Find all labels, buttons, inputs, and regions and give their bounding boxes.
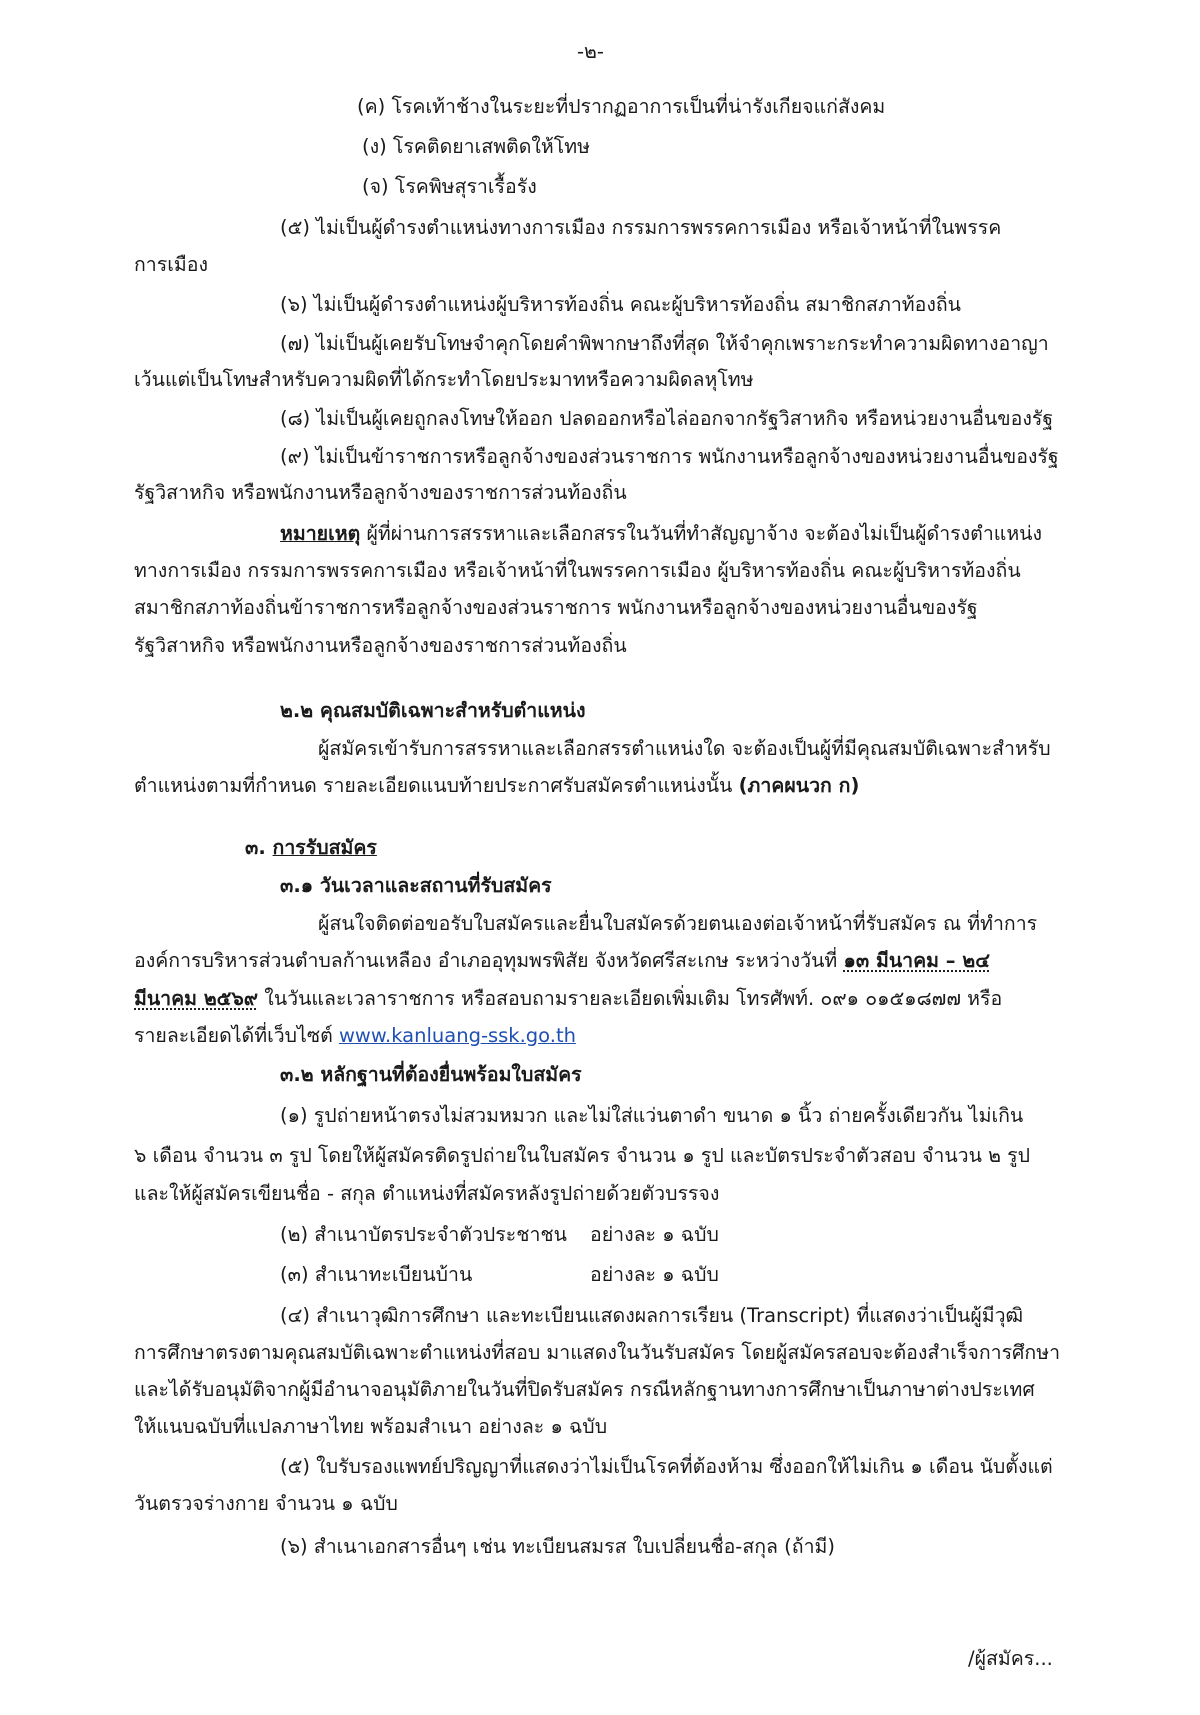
text-line: และให้ผู้สมัครเขียนชื่อ - สกุล ตำแหน่งที่สมัครหลังรูปถ่ายด้วยตัวบรรจง bbox=[134, 1182, 720, 1205]
section-heading-3 bbox=[245, 834, 377, 862]
text-line: (จ) โรคพิษสุราเรื้อรัง bbox=[362, 175, 537, 198]
text-line bbox=[280, 1221, 719, 1249]
remark-text: ผู้ที่ผ่านการสรรหาและเลือกสรรในวันที่ทำสัญญาจ้าง จะต้องไม่เป็นผู้ดำรงตำแหน่ง bbox=[360, 522, 1043, 545]
text-line bbox=[134, 1022, 576, 1050]
section-heading-2-2: ๒.๒ คุณสมบัติเฉพาะสำหรับตำแหน่ง bbox=[280, 699, 586, 722]
text-line: ผู้สมัครเข้ารับการสรรหาและเลือกสรรตำแหน่งใด จะต้องเป็นผู้ที่มีคุณสมบัติเฉพาะสำหรับ bbox=[318, 737, 1051, 760]
doc-qty: อย่างละ ๑ ฉบับ bbox=[590, 1223, 719, 1246]
remark-line bbox=[280, 520, 1042, 548]
continuation-footer: /ผู้สมัคร... bbox=[968, 1647, 1053, 1670]
text-line: เว้นแต่เป็นโทษสำหรับความผิดที่ได้กระทำโดยประมาทหรือความผิดลหุโทษ bbox=[134, 368, 754, 391]
text-line bbox=[280, 1261, 719, 1289]
text-line: (๙) ไม่เป็นข้าราชการหรือลูกจ้างของส่วนราชการ พนักงานหรือลูกจ้างของหน่วยงานอื่นของรัฐ bbox=[280, 445, 1059, 468]
text-line: (๘) ไม่เป็นผู้เคยถูกลงโทษให้ออก ปลดออกหรือไล่ออกจากรัฐวิสาหกิจ หรือหน่วยงานอื่นของรัฐ bbox=[280, 407, 1054, 430]
text-line: (ง) โรคติดยาเสพติดให้โทษ bbox=[362, 135, 590, 158]
text-segment: องค์การบริหารส่วนตำบลก้านเหลือง อำเภออุทุมพรพิสัย จังหวัดศรีสะเกษ ระหว่างวันที่ bbox=[134, 949, 844, 972]
text-line: (๕) ใบรับรองแพทย์ปริญญาที่แสดงว่าไม่เป็นโรคที่ต้องห้าม ซึ่งออกให้ไม่เกิน ๑ เดือน นับตั้งแต่ bbox=[280, 1455, 1053, 1478]
text-line: การเมือง bbox=[134, 253, 208, 276]
section-heading-3-1: ๓.๑ วันเวลาและสถานที่รับสมัคร bbox=[280, 874, 552, 897]
section-heading-3-2: ๓.๒ หลักฐานที่ต้องยื่นพร้อมใบสมัคร bbox=[280, 1063, 582, 1086]
appendix-ref: (ภาคผนวก ก) bbox=[738, 774, 860, 797]
text-segment: รายละเอียดได้ที่เว็บไซต์ bbox=[134, 1024, 339, 1047]
text-line: รัฐวิสาหกิจ หรือพนักงานหรือลูกจ้างของราชการส่วนท้องถิ่น bbox=[134, 634, 627, 657]
text-line bbox=[134, 772, 859, 800]
text-segment: ตำแหน่งตามที่กำหนด รายละเอียดแนบท้ายประกาศรับสมัครตำแหน่งนั้น bbox=[134, 774, 739, 797]
text-line: (๕) ไม่เป็นผู้ดำรงตำแหน่งทางการเมือง กรรมการพรรคการเมือง หรือเจ้าหน้าที่ในพรรค bbox=[280, 216, 1002, 239]
text-line: (ค) โรคเท้าช้างในระยะที่ปรากฏอาการเป็นที่น่ารังเกียจแก่สังคม bbox=[357, 95, 886, 118]
website-link[interactable]: www.kanluang-ssk.go.th bbox=[338, 1024, 576, 1047]
text-line: รัฐวิสาหกิจ หรือพนักงานหรือลูกจ้างของราชการส่วนท้องถิ่น bbox=[134, 481, 627, 504]
doc-item: (๒) สำเนาบัตรประจำตัวประชาชน bbox=[280, 1223, 567, 1246]
date-range-end: มีนาคม ๒๕๖๙ bbox=[134, 987, 259, 1010]
text-line: การศึกษาตรงตามคุณสมบัติเฉพาะตำแหน่งที่สอบ มาแสดงในวันรับสมัคร โดยผู้สมัครสอบจะต้องสำเร็จการศึกษา bbox=[134, 1341, 1061, 1364]
text-line: ให้แนบฉบับที่แปลภาษาไทย พร้อมสำเนา อย่างละ ๑ ฉบับ bbox=[134, 1415, 608, 1438]
text-segment: ในวันและเวลาราชการ หรือสอบถามรายละเอียดเพิ่มเติม โทรศัพท์. ๐๙๑ ๐๑๕๑๘๗๗ หรือ bbox=[258, 987, 1003, 1010]
date-range: ๑๓ มีนาคม – ๒๔ bbox=[843, 949, 990, 972]
section-title: การรับสมัคร bbox=[272, 836, 377, 859]
text-line: ๖ เดือน จำนวน ๓ รูป โดยให้ผู้สมัครติดรูปถ่ายในใบสมัคร จำนวน ๑ รูป และบัตรประจำตัวสอบ จำนวน ๒ รูป bbox=[134, 1144, 1031, 1167]
text-line: (๖) ไม่เป็นผู้ดำรงตำแหน่งผู้บริหารท้องถิ่น คณะผู้บริหารท้องถิ่น สมาชิกสภาท้องถิ่น bbox=[280, 293, 961, 316]
text-line: ทางการเมือง กรรมการพรรคการเมือง หรือเจ้าหน้าที่ในพรรคการเมือง ผู้บริหารท้องถิ่น คณะผู้บริหารท้องถิ่น bbox=[134, 559, 1021, 582]
text-line: (๖) สำเนาเอกสารอื่นๆ เช่น ทะเบียนสมรส ใบเปลี่ยนชื่อ-สกุล (ถ้ามี) bbox=[280, 1535, 836, 1558]
text-line: (๑) รูปถ่ายหน้าตรงไม่สวมหมวก และไม่ใส่แว่นตาดำ ขนาด ๑ นิ้ว ถ่ายครั้งเดียวกัน ไม่เกิน bbox=[280, 1104, 1024, 1127]
remark-label: หมายเหตุ bbox=[280, 522, 361, 545]
text-line bbox=[134, 985, 1002, 1013]
text-line: ผู้สนใจติดต่อขอรับใบสมัครและยื่นใบสมัครด้วยตนเองต่อเจ้าหน้าที่รับสมัคร ณ ที่ทำการ bbox=[318, 912, 1038, 935]
text-line: และได้รับอนุมัติจากผู้มีอำนาจอนุมัติภายในวันที่ปิดรับสมัคร กรณีหลักฐานทางการศึกษาเป็นภาษาต่างประเทศ bbox=[134, 1378, 1035, 1401]
page-number: -๒- bbox=[577, 40, 604, 63]
text-line: (๔) สำเนาวุฒิการศึกษา และทะเบียนแสดงผลการเรียน (Transcript) ที่แสดงว่าเป็นผู้มีวุฒิ bbox=[280, 1304, 1024, 1327]
doc-item: (๓) สำเนาทะเบียนบ้าน bbox=[280, 1263, 473, 1286]
text-line: วันตรวจร่างกาย จำนวน ๑ ฉบับ bbox=[134, 1492, 398, 1515]
text-line bbox=[134, 947, 990, 975]
text-line: สมาชิกสภาท้องถิ่นข้าราชการหรือลูกจ้างของส่วนราชการ พนักงานหรือลูกจ้างของหน่วยงานอื่นของรัฐ bbox=[134, 596, 978, 619]
doc-qty: อย่างละ ๑ ฉบับ bbox=[590, 1263, 719, 1286]
text-line: (๗) ไม่เป็นผู้เคยรับโทษจำคุกโดยคำพิพากษาถึงที่สุด ให้จำคุกเพราะกระทำความผิดทางอาญา bbox=[280, 332, 1049, 355]
section-number: ๓. bbox=[245, 836, 273, 859]
